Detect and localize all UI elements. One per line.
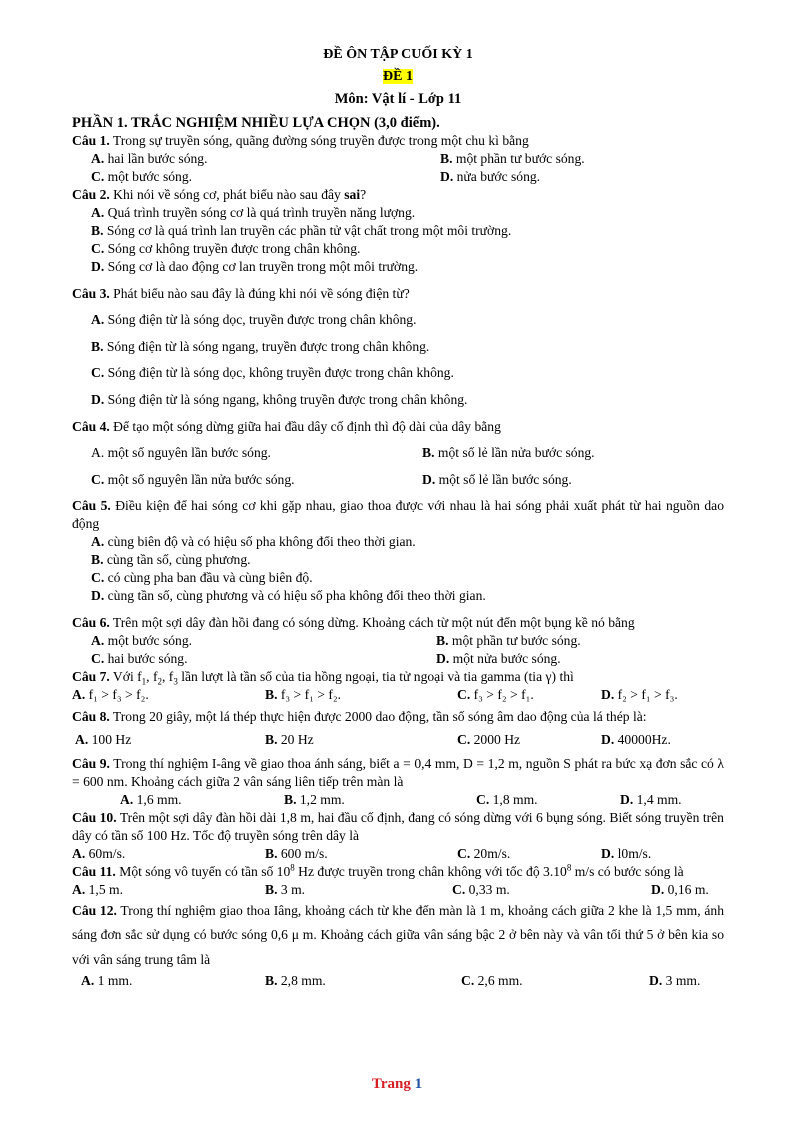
question-2: Câu 2. Khi nói về sóng cơ, phát biểu nào sau đây sai? bbox=[72, 187, 367, 202]
option-d: D. 1,4 mm. bbox=[620, 791, 682, 807]
question-12: Câu 12. Trong thí nghiệm giao thoa Iâng, khoảng cách từ khe đến màn là 1 m, khoảng cách giữa 2 khe là 1,5 mm, ánh sáng đơn sắc sử dụng có bước sóng 0,6 μ m. Khoảng cách giữa vân sáng bậc 2 ở bên này và vân tối thứ 5 ở bên kia so với vân sáng trung tâm là bbox=[72, 902, 724, 967]
option-a: A. hai lần bước sóng. bbox=[91, 151, 208, 166]
question-1-options bbox=[72, 150, 724, 186]
option-b: B. Sóng cơ là quá trình lan truyền các phần tử vật chất trong một môi trường. bbox=[91, 223, 512, 238]
option-d: D. một số lẻ lần bước sóng. bbox=[422, 471, 572, 487]
question-9: Câu 9. Trong thí nghiệm I-âng về giao thoa ánh sáng, biết a = 0,4 mm, D = 1,2 m, nguồn S phát ra bức xạ đơn sắc có λ = 600 nm. Khoảng cách giữa 2 vân sáng liên tiếp trên màn là bbox=[72, 755, 724, 789]
option-c: C. một số nguyên lần nửa bước sóng. bbox=[91, 471, 295, 487]
option-b: B. một số lẻ lần nửa bước sóng. bbox=[422, 445, 595, 461]
option-a: A. 1,5 m. bbox=[72, 881, 123, 897]
question-8-options bbox=[72, 731, 724, 749]
option-c: C. 20m/s. bbox=[457, 845, 511, 861]
option-c: C. 1,8 mm. bbox=[476, 791, 538, 807]
option-d: D. nửa bước sóng. bbox=[440, 169, 541, 184]
option-a: A. Sóng điện từ là sóng dọc, truyền được trong chân không. bbox=[91, 312, 417, 328]
question-10: Câu 10. Trên một sợi dây đàn hồi dài 1,8 m, hai đầu cố định, đang có sóng dừng với 6 bụng sóng. Biết sóng truyền trên dây có tần số 100 Hz. Tốc độ truyền sóng trên dây là bbox=[72, 809, 724, 843]
option-b: B. 1,2 mm. bbox=[284, 791, 345, 807]
option-c: C. f₃ > f₂ > f₁. bbox=[457, 686, 534, 702]
option-a: A. f₁ > f₃ > f₂. bbox=[72, 686, 149, 702]
option-b: B. cùng tần số, cùng phương. bbox=[91, 552, 251, 568]
option-a: A. cùng biên độ và có hiệu số pha không đổi theo thời gian. bbox=[91, 534, 416, 550]
question-3: Câu 3. Phát biểu nào sau đây là đúng khi nói về sóng điện từ? bbox=[72, 285, 410, 301]
option-d: D. 3 mm. bbox=[649, 973, 701, 989]
option-a: A. 1,6 mm. bbox=[120, 791, 182, 807]
option-d: D. l0m/s. bbox=[601, 845, 652, 861]
option-c: C. 2000 Hz bbox=[457, 731, 521, 747]
option-d: D. 0,16 m. bbox=[651, 881, 709, 897]
option-c: C. Sóng điện từ là sóng dọc, không truyền được trong chân không. bbox=[91, 365, 454, 381]
page-number: 1 bbox=[414, 1076, 423, 1092]
option-d: D. Sóng điện từ là sóng ngang, không truyền được trong chân không. bbox=[91, 391, 468, 407]
option-b: B. một phần tư bước sóng. bbox=[440, 151, 585, 166]
question-6-options bbox=[72, 632, 724, 668]
option-b: B. 3 m. bbox=[265, 881, 306, 897]
option-c: C. Sóng cơ không truyền được trong chân không. bbox=[91, 241, 361, 256]
exam-subject: Môn: Vật lí - Lớp 11 bbox=[334, 91, 462, 107]
exam-title: ĐỀ ÔN TẬP CUỐI KỲ 1 bbox=[323, 47, 473, 62]
option-a: A. một bước sóng. bbox=[91, 632, 193, 648]
question-4-options-row2 bbox=[72, 471, 724, 489]
question-4: Câu 4. Để tạo một sóng dừng giữa hai đầu dây cố định thì độ dài của dây bằng bbox=[72, 418, 501, 434]
option-b: B. f₃ > f₁ > f₂. bbox=[265, 686, 341, 702]
question-9-options bbox=[72, 791, 724, 809]
question-1: Câu 1. Trong sự truyền sóng, quãng đường sóng truyền được trong một chu kì bằng bbox=[72, 133, 529, 148]
option-d: D. một nửa bước sóng. bbox=[436, 650, 561, 666]
question-11-options bbox=[72, 881, 724, 899]
option-d: D. 40000Hz. bbox=[601, 731, 671, 747]
option-b: B. 2,8 mm. bbox=[265, 973, 326, 989]
option-c: C. một bước sóng. bbox=[91, 169, 193, 184]
option-a: A. một số nguyên lần bước sóng. bbox=[91, 445, 271, 461]
option-c: C. có cùng pha ban đầu và cùng biên độ. bbox=[91, 570, 313, 586]
exam-number: ĐỀ 1 bbox=[383, 69, 413, 84]
part-1-heading: PHẦN 1. TRẮC NGHIỆM NHIỀU LỰA CHỌN (3,0 điểm). bbox=[72, 115, 440, 131]
option-b: B. 600 m/s. bbox=[265, 845, 328, 861]
question-7: Câu 7. Với $f_1$, $f_2$, $f_3$ lần lượt là tần số của tia hồng ngoại, tia tử ngoại và tia gamma (tia γ) thì bbox=[72, 668, 574, 687]
option-c: C. hai bước sóng. bbox=[91, 650, 188, 666]
page-label: Trang bbox=[371, 1076, 411, 1092]
option-b: B. một phần tư bước sóng. bbox=[436, 632, 581, 648]
option-a: A. 100 Hz bbox=[75, 731, 132, 747]
option-a: A. 1 mm. bbox=[81, 973, 133, 989]
question-8: Câu 8. Trong 20 giây, một lá thép thực hiện được 2000 dao động, tần số sóng âm dao động của lá thép là: bbox=[72, 708, 647, 724]
question-10-options bbox=[72, 845, 724, 863]
question-12-options bbox=[72, 972, 724, 990]
question-6: Câu 6. Trên một sợi dây đàn hồi đang có sóng dừng. Khoảng cách từ một nút đến một bụng kề nó bằng bbox=[72, 614, 635, 630]
option-d: D. f₂ > f₁ > f₃. bbox=[601, 686, 678, 702]
option-a: A. Quá trình truyền sóng cơ là quá trình truyền năng lượng. bbox=[91, 205, 416, 220]
option-d: D. Sóng cơ là dao động cơ lan truyền trong một môi trường. bbox=[91, 259, 419, 274]
page-footer bbox=[0, 1075, 794, 1093]
option-b: B. 20 Hz bbox=[265, 731, 314, 747]
option-d: D. cùng tần số, cùng phương và có hiệu số pha không đổi theo thời gian. bbox=[91, 588, 486, 604]
option-a: A. 60m/s. bbox=[72, 845, 126, 861]
question-5: Câu 5. Điều kiện để hai sóng cơ khi gặp nhau, giao thoa được với nhau là hai sóng phải xuất phát từ hai nguồn dao động bbox=[72, 498, 724, 532]
question-11: Câu 11. Một sóng vô tuyến có tần số $10^8$ Hz được truyền trong chân không với tốc độ 3.10$^8$ m/s có bước sóng là bbox=[72, 862, 684, 879]
option-b: B. Sóng điện từ là sóng ngang, truyền được trong chân không. bbox=[91, 338, 430, 354]
question-7-options bbox=[72, 686, 724, 704]
option-c: C. 0,33 m. bbox=[452, 881, 510, 897]
exam-page bbox=[72, 44, 724, 990]
question-4-options-row1 bbox=[72, 444, 724, 462]
option-c: C. 2,6 mm. bbox=[461, 973, 523, 989]
